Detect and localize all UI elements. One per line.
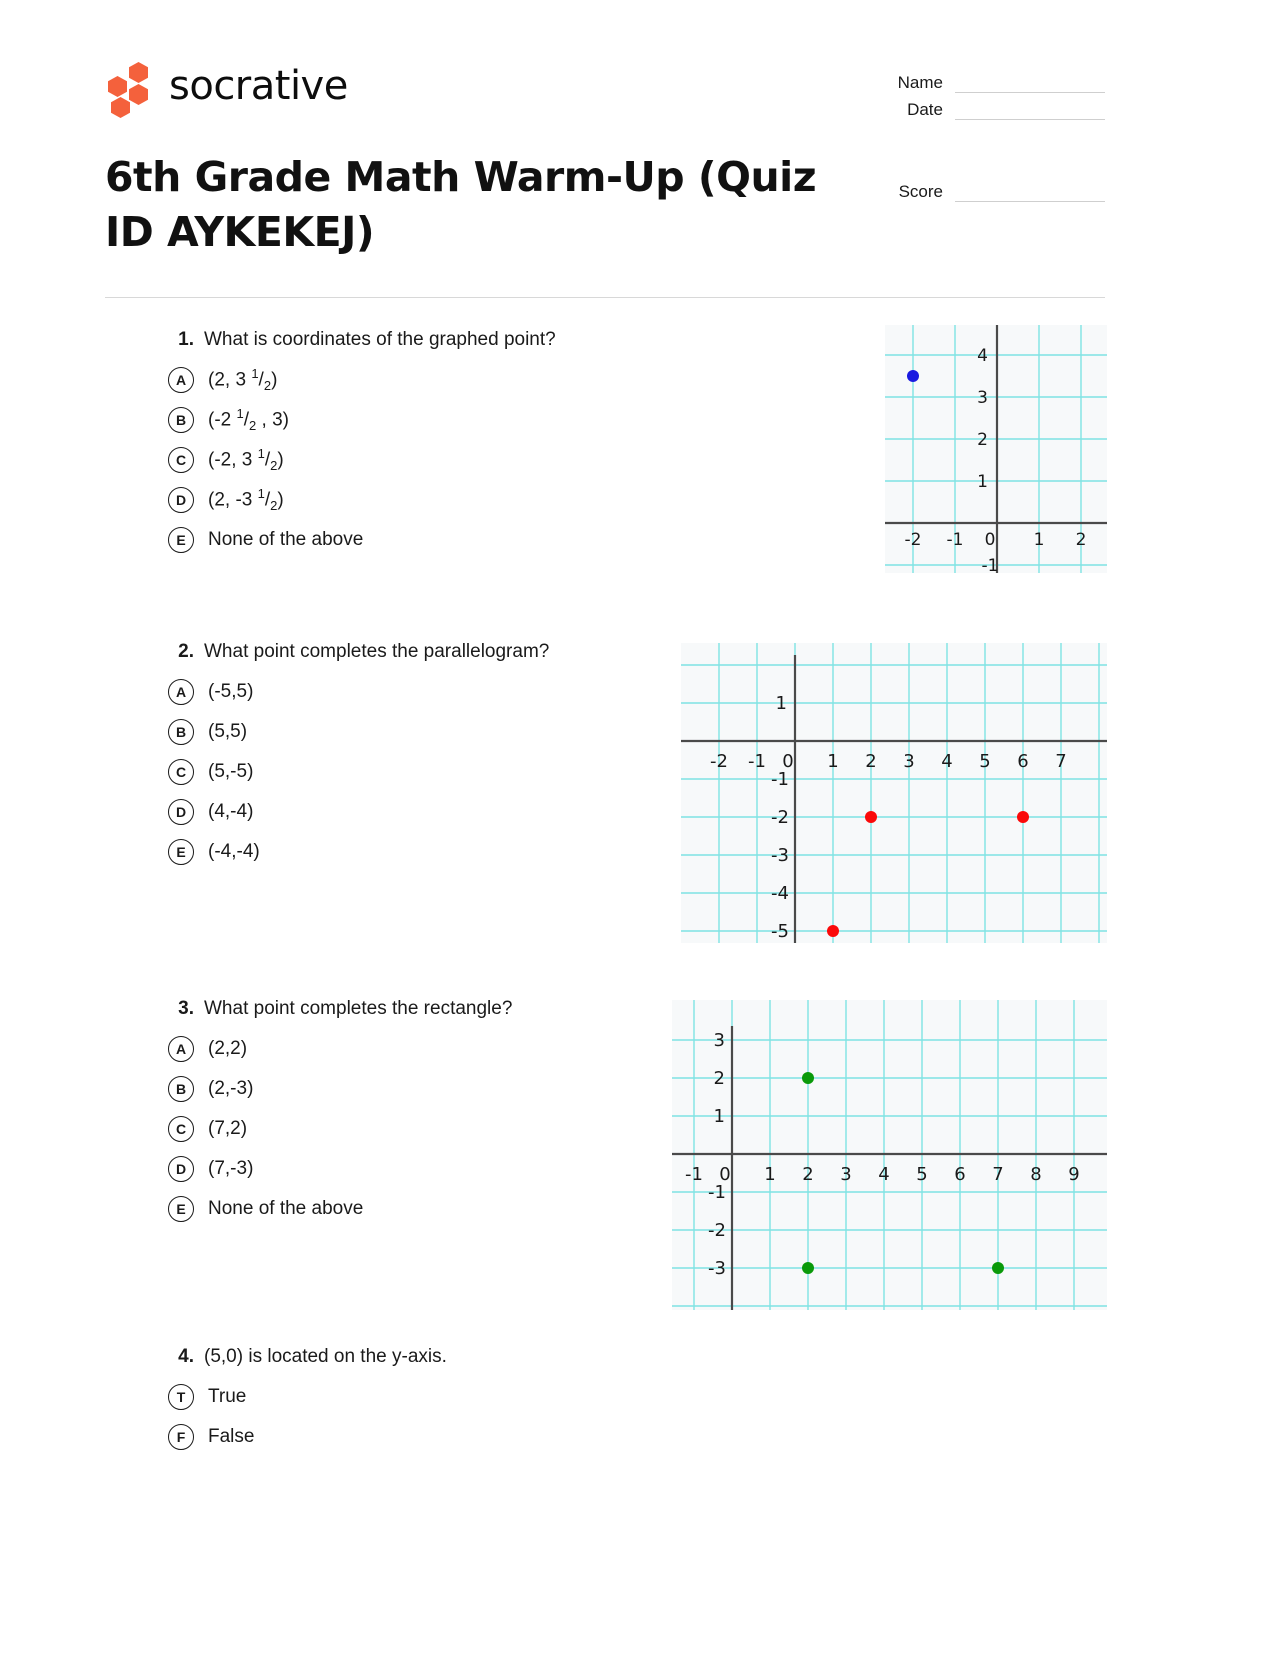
question-3 [160,997,680,1222]
hexagon-middle-right [129,84,148,105]
hexagon-cluster-icon [105,60,155,112]
hexagon-top-right [129,62,148,83]
data-point-2-3 [827,925,839,937]
choice-bubble-a[interactable]: A [168,367,194,393]
choice-bubble-d[interactable]: D [168,487,194,513]
question-2-choice-d[interactable] [160,799,680,825]
choice-bubble-e[interactable]: E [168,839,194,865]
choice-bubble-b[interactable]: B [168,719,194,745]
choice-label-e: None of the above [208,529,364,551]
choice-bubble-t[interactable]: T [168,1384,194,1410]
svg-text:-1: -1 [748,751,766,772]
graph-1-svg [885,325,1107,573]
question-3-header [160,997,680,1022]
question-4 [160,1345,680,1450]
svg-text:-3: -3 [771,845,789,866]
svg-text:-2: -2 [771,807,789,828]
svg-text:4: 4 [878,1164,890,1185]
svg-text:1: 1 [977,472,988,492]
choice-label-a: (-5,5) [208,681,254,703]
svg-text:-1: -1 [771,769,789,790]
svg-text:-1: -1 [981,556,999,573]
question-3-choice-a[interactable] [160,1036,680,1062]
svg-text:2: 2 [1075,530,1087,550]
date-input-line[interactable] [955,100,1105,120]
svg-text:8: 8 [1030,1164,1042,1185]
question-2-header [160,640,680,665]
choice-label-e: None of the above [208,1198,364,1220]
svg-text:0: 0 [719,1164,731,1185]
svg-text:3: 3 [903,751,915,772]
choice-bubble-d[interactable]: D [168,799,194,825]
svg-text:-1: -1 [708,1182,726,1203]
choice-label-d: (2, -3 $^1/_2$) [208,486,284,514]
hexagon-bottom-left [111,97,130,118]
name-field-row [855,73,1105,93]
choice-label-e: (-4,-4) [208,841,260,863]
graph-3-svg [672,1000,1107,1310]
svg-text:5: 5 [979,751,991,772]
choice-bubble-e[interactable]: E [168,527,194,553]
svg-text:2: 2 [802,1164,814,1185]
svg-text:3: 3 [977,388,988,408]
page-title: 6th Grade Math Warm-Up (Quiz ID AYKEKEJ) [105,153,817,256]
svg-text:4: 4 [941,751,953,772]
question-1-choice-b[interactable] [160,407,680,433]
choice-label-c: (-2, 3 $^1/_2$) [208,446,284,474]
svg-text:1: 1 [1033,530,1045,550]
question-4-number: 4. [178,1346,194,1367]
question-2-choice-e[interactable] [160,839,680,865]
student-info-block [855,73,1105,209]
question-1-header [160,328,680,353]
brand-logo [105,60,348,112]
choice-bubble-a[interactable]: A [168,1036,194,1062]
svg-text:-2: -2 [904,530,922,550]
svg-text:1: 1 [713,1106,725,1127]
svg-text:3: 3 [840,1164,852,1185]
svg-text:-1: -1 [685,1164,703,1185]
data-point-3-2 [802,1262,814,1274]
hexagon-middle-left [108,76,127,97]
svg-text:0: 0 [984,530,996,550]
svg-text:-2: -2 [708,1220,726,1241]
svg-text:6: 6 [954,1164,966,1185]
choice-bubble-c[interactable]: C [168,759,194,785]
svg-text:1: 1 [827,751,839,772]
question-2 [160,640,680,865]
question-2-number: 2. [178,641,194,662]
svg-text:5: 5 [916,1164,928,1185]
choice-label-b: (-2 $^1/_2$ , 3) [208,406,289,434]
data-point-3-3 [992,1262,1004,1274]
svg-text:9: 9 [1068,1164,1080,1185]
choice-bubble-c[interactable]: C [168,447,194,473]
question-1-choice-e[interactable] [160,527,680,553]
data-point-2-1 [865,811,877,823]
question-4-choice-false[interactable] [160,1424,680,1450]
svg-text:-4: -4 [771,883,789,904]
choice-bubble-f[interactable]: F [168,1424,194,1450]
choice-label-a: (2, 3 $^1/_2$) [208,366,278,394]
date-field-row [855,100,1105,120]
choice-bubble-a[interactable]: A [168,679,194,705]
choice-bubble-b[interactable]: B [168,1076,194,1102]
choice-label-false: False [208,1426,255,1448]
graph-question-2 [681,643,1107,943]
brand-name: socrative [169,63,348,109]
name-input-line[interactable] [955,73,1105,93]
question-3-choice-e[interactable] [160,1196,680,1222]
choice-label-d: (4,-4) [208,801,254,823]
choice-label-d: (7,-3) [208,1158,254,1180]
svg-text:6: 6 [1017,751,1029,772]
question-1-text: What is coordinates of the graphed point? [204,329,556,350]
svg-text:1: 1 [775,693,787,714]
choice-label-b: (2,-3) [208,1078,254,1100]
question-3-choice-d[interactable] [160,1156,680,1182]
question-3-choice-b[interactable] [160,1076,680,1102]
question-2-choice-a[interactable] [160,679,680,705]
svg-text:1: 1 [764,1164,776,1185]
graph-2-svg [681,643,1107,943]
question-1-number: 1. [178,329,194,350]
graph-question-3 [672,1000,1107,1310]
score-field-row [855,182,1105,202]
question-3-choice-c[interactable] [160,1116,680,1142]
question-2-choice-b[interactable] [160,719,680,745]
choice-label-true: True [208,1386,247,1408]
question-4-choice-true[interactable] [160,1384,680,1410]
name-label: Name [897,73,943,92]
svg-text:-1: -1 [946,530,964,550]
choice-bubble-e[interactable]: E [168,1196,194,1222]
data-point-3-1 [802,1072,814,1084]
question-1-choice-d[interactable] [160,487,680,513]
choice-label-a: (2,2) [208,1038,248,1060]
svg-text:2: 2 [865,751,877,772]
choice-bubble-b[interactable]: B [168,407,194,433]
svg-text:4: 4 [977,346,988,366]
score-input-line[interactable] [955,182,1105,202]
choice-label-c: (5,-5) [208,761,254,783]
question-1-choice-a[interactable] [160,367,680,393]
data-point-2-2 [1017,811,1029,823]
svg-text:2: 2 [977,430,988,450]
score-label: Score [898,182,943,201]
choice-bubble-c[interactable]: C [168,1116,194,1142]
date-label: Date [907,100,943,119]
question-2-choice-c[interactable] [160,759,680,785]
question-2-text: What point completes the parallelogram? [204,641,550,662]
data-point-1-1 [907,370,919,382]
question-4-text: (5,0) is located on the y-axis. [204,1346,447,1367]
svg-text:0: 0 [782,751,794,772]
svg-text:2: 2 [713,1068,725,1089]
svg-text:-2: -2 [710,751,728,772]
question-1-choice-c[interactable] [160,447,680,473]
question-1 [160,328,680,553]
question-4-header [160,1345,680,1370]
choice-label-c: (7,2) [208,1118,248,1140]
graph-question-1 [885,325,1107,573]
question-3-number: 3. [178,998,194,1019]
svg-text:-5: -5 [771,921,789,942]
svg-text:-3: -3 [708,1258,726,1279]
header-divider [105,297,1105,298]
question-3-text: What point completes the rectangle? [204,998,513,1019]
svg-text:3: 3 [713,1030,725,1051]
choice-bubble-d[interactable]: D [168,1156,194,1182]
choice-label-b: (5,5) [208,721,248,743]
svg-text:7: 7 [992,1164,1004,1185]
svg-text:7: 7 [1055,751,1067,772]
